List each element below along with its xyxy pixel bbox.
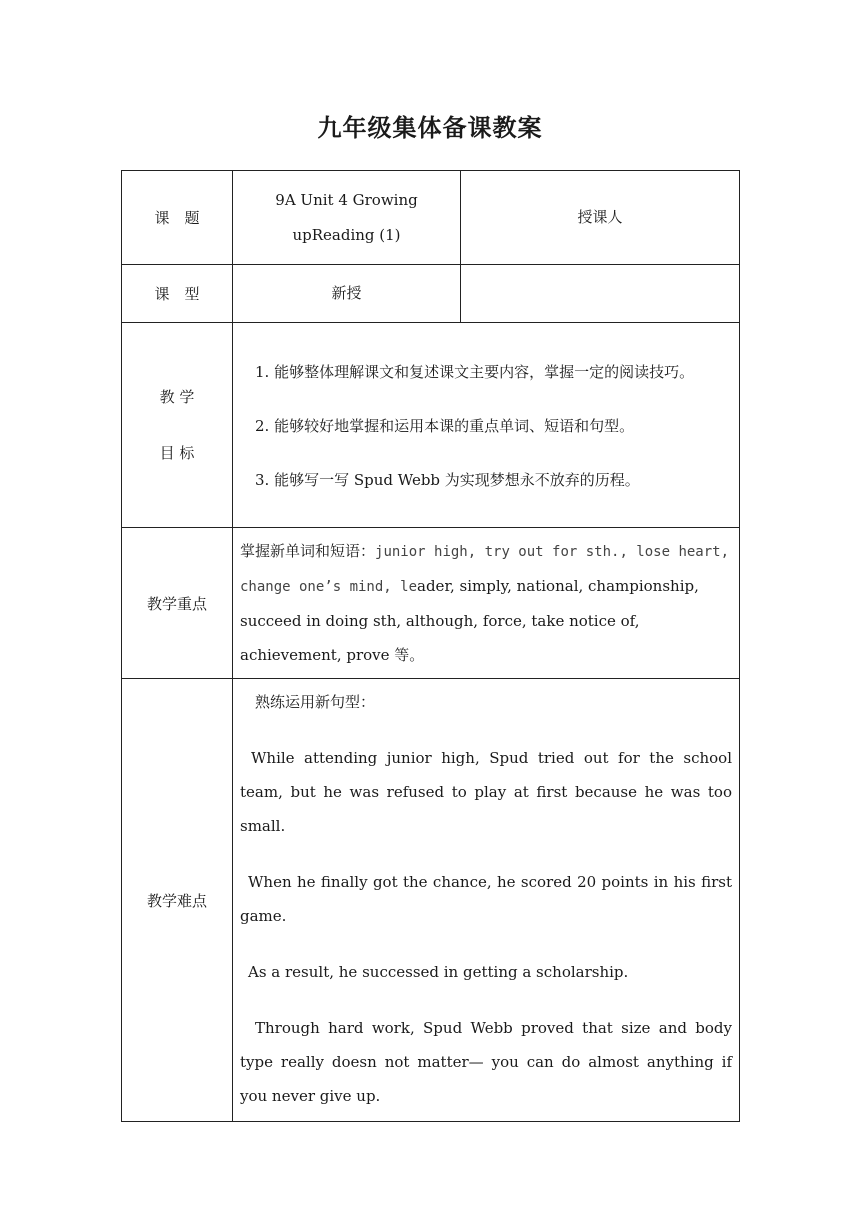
key-points-content (233, 528, 740, 679)
goal-item-1: 1. 能够整体理解课文和复述课文主要内容，掌握一定的阅读技巧。 (255, 363, 695, 381)
row-difficult-points (122, 679, 740, 1122)
teacher-label-text: 授课人 (577, 208, 623, 226)
type-extra-cell (461, 265, 740, 323)
label-goals-line-2: 目 标 (159, 444, 195, 462)
label-topic (122, 171, 233, 265)
difficult-intro: 熟练运用新句型： (255, 693, 376, 711)
teacher-label (461, 171, 740, 265)
label-type (122, 265, 233, 323)
row-key-points (122, 528, 740, 679)
label-key-points (122, 528, 233, 679)
label-key-points-text: 教学重点 (146, 594, 207, 613)
key-points-mono: junior high, try out for sth., lose heart, change one’s mind, le (240, 544, 730, 595)
label-difficult-points (122, 679, 233, 1122)
label-difficult-points-text: 教学难点 (146, 891, 207, 910)
key-points-rest: ader, simply, national, championship, succeed in doing sth, although, force, take notice of, achievement, prove 等。 (240, 577, 699, 664)
difficult-points-content (233, 679, 740, 1122)
sentence-2: When he finally got the chance, he scored 20 points in his first game. (240, 873, 732, 925)
page-title: 九年级集体备课教案 (317, 114, 543, 142)
lesson-plan-table (121, 170, 740, 1122)
goal-item-3: 3. 能够写一写 Spud Webb 为实现梦想永不放弃的历程。 (255, 471, 640, 489)
label-goals-line-1: 教 学 (159, 388, 195, 406)
topic-line-1: 9A Unit 4 Growing (275, 190, 418, 209)
sentence-3: As a result, he successed in getting a scholarship. (248, 963, 629, 981)
topic-line-2: upReading (1) (292, 225, 401, 244)
sentence-4: Through hard work, Spud Webb proved that size and body type really doesn not matter— you can do almost anything if you never give up. (240, 1019, 732, 1105)
sentence-1: While attending junior high, Spud tried out for the school team, but he was refused to play at first because he was too small. (240, 749, 732, 835)
label-type-text: 课 型 (154, 285, 200, 303)
topic-value (233, 171, 461, 265)
label-goals (122, 323, 233, 528)
row-topic (122, 171, 740, 265)
goal-item-2: 2. 能够较好地掌握和运用本课的重点单词、短语和句型。 (255, 417, 635, 435)
goals-content (233, 323, 740, 528)
label-topic-text: 课 题 (154, 209, 200, 227)
row-goals (122, 323, 740, 528)
type-value-text: 新授 (331, 284, 362, 302)
type-value (233, 265, 461, 323)
row-type (122, 265, 740, 323)
key-points-intro: 掌握新单词和短语： (240, 542, 376, 560)
